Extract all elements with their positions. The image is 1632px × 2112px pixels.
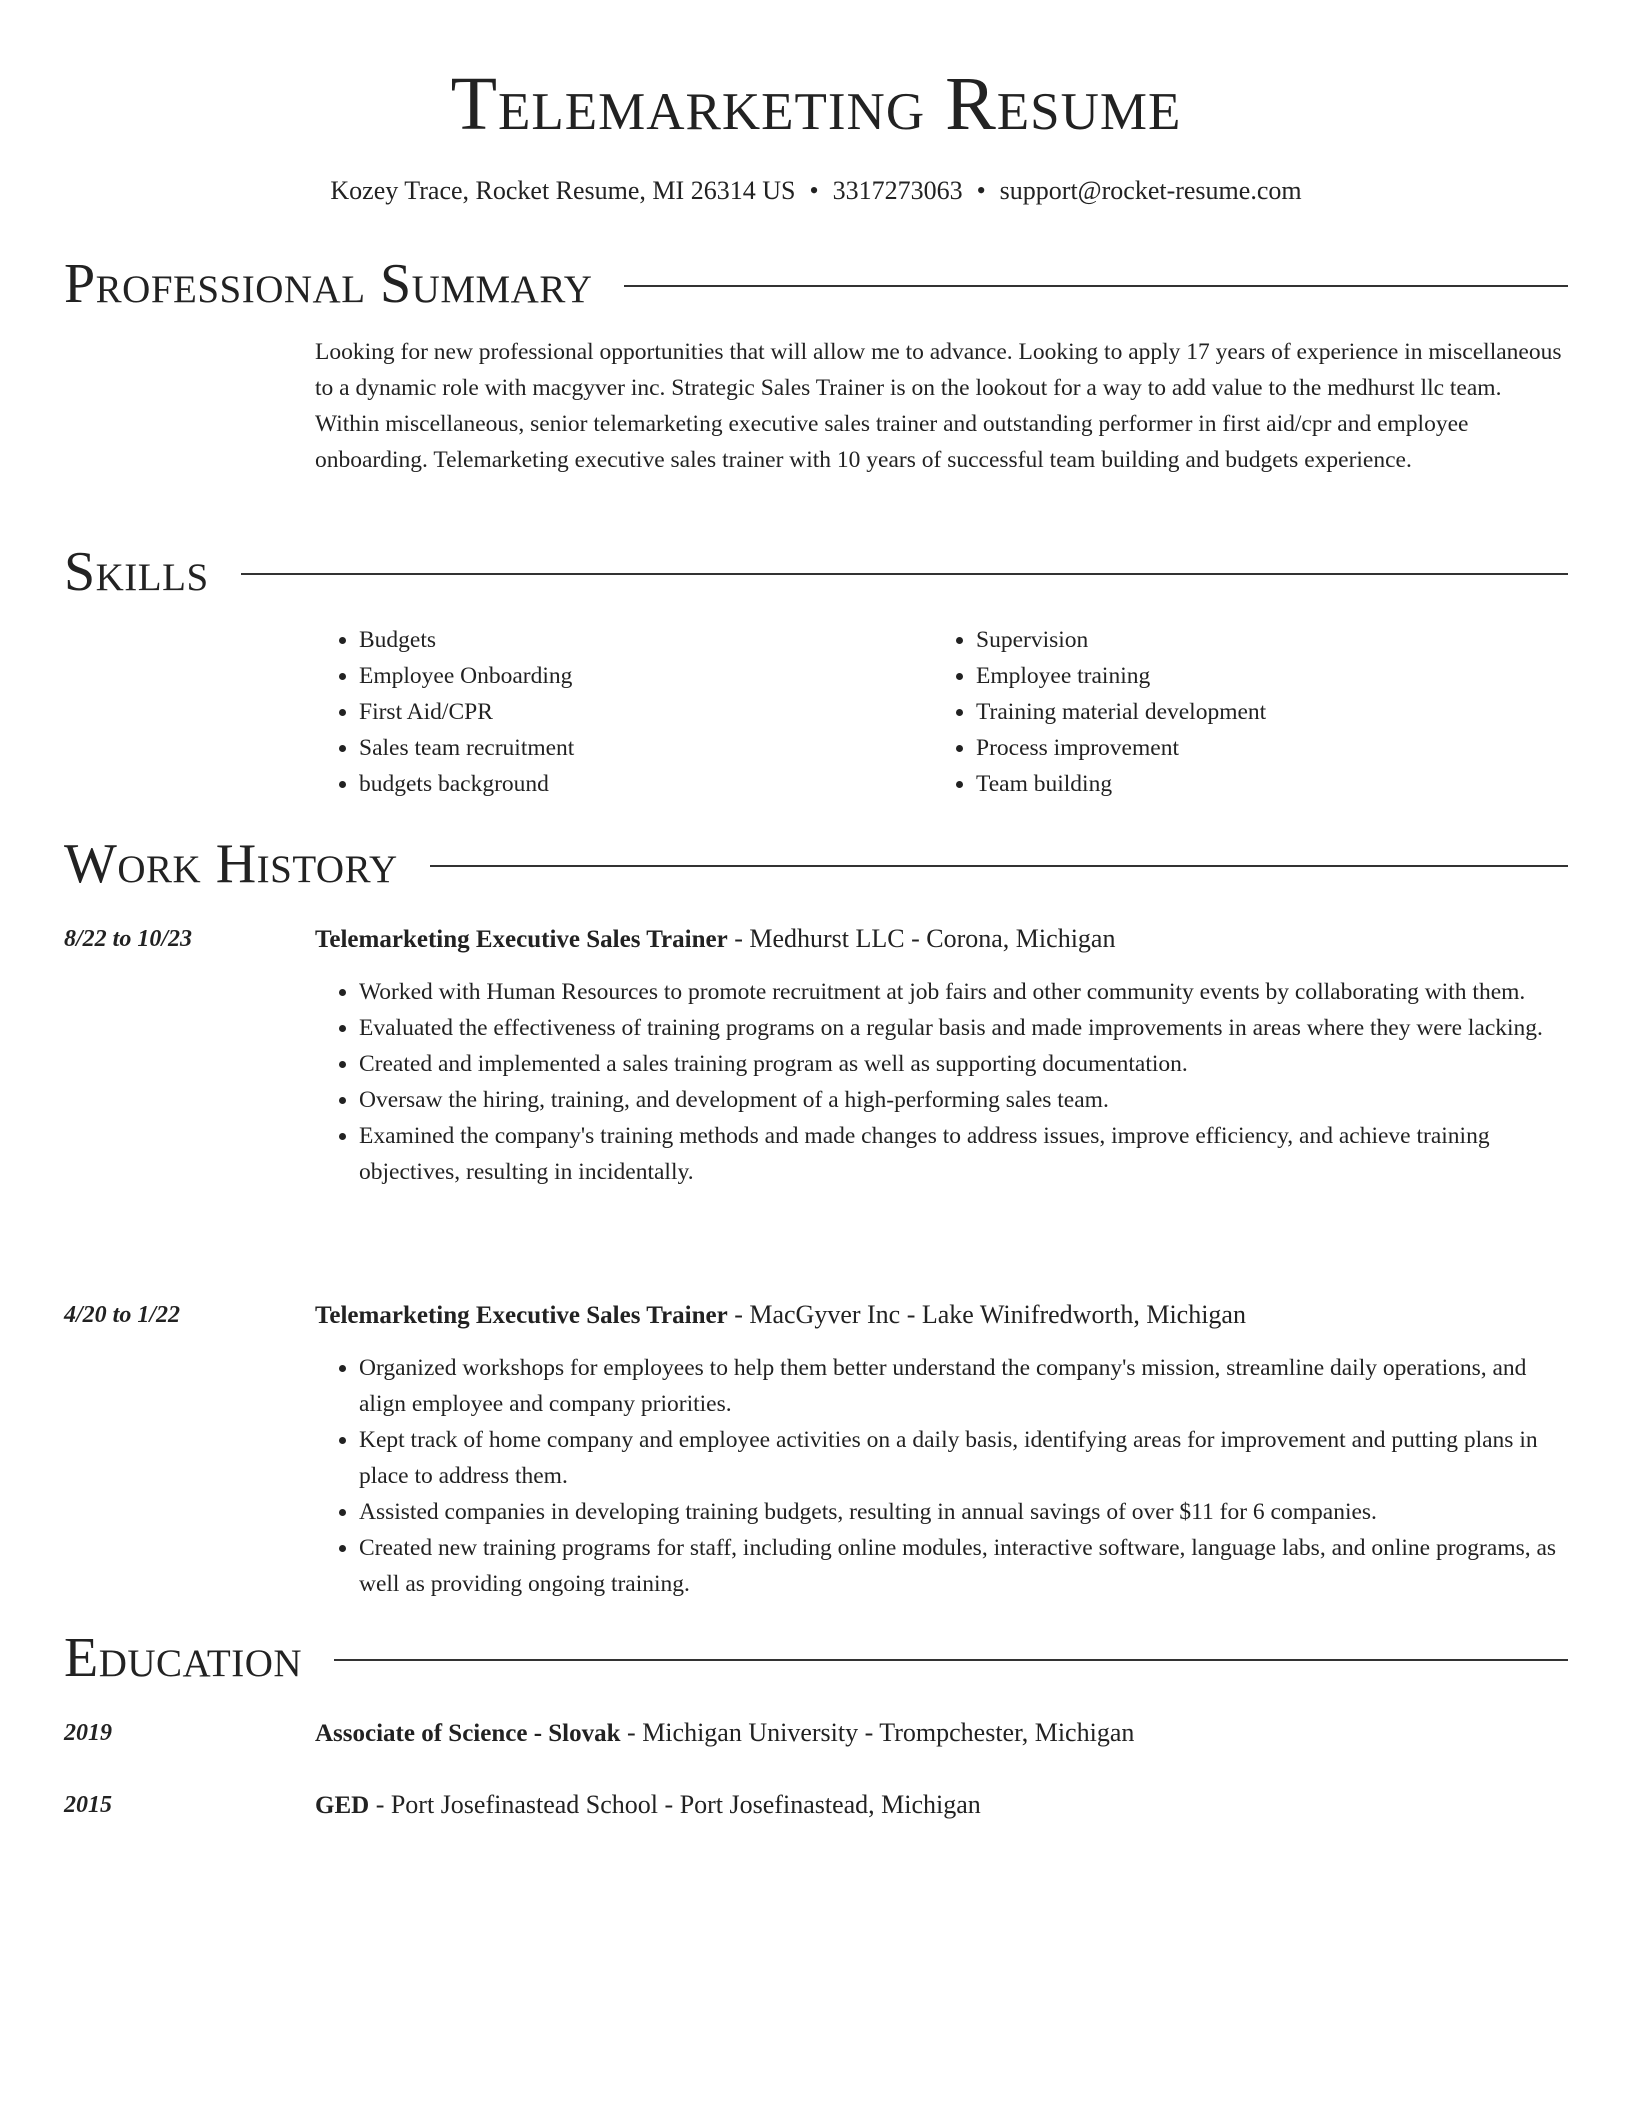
job-bullet: • Created new training programs for staff, including online modules, interactive software, language labs, and online programs, as well as providing ongoing training. [359,1530,1568,1602]
skill-item: • Process improvement [976,730,1566,766]
contact-phone: 3317273063 [832,176,963,205]
skill-item: • First Aid/CPR [359,694,929,730]
job-bullet: • Examined the company's training methods and made changes to address issues, improve efficiency, and achieve training objectives, resulting in incidentally. [359,1118,1568,1190]
skills-list-right [932,622,1566,802]
contact-line [64,174,1568,208]
skill-item: • Team building [976,766,1566,802]
summary-text: Looking for new professional opportunities that will allow me to advance. Looking to apply 17 years of experience in miscellaneous to a dynamic role with macgyver inc. Strategic Sales Trainer is on the lookout for a way to add value to the medhurst llc team. Within miscellaneous, senior telemarketing executive sales trainer and outstanding performer in first aid/cpr and employee onboarding. Telemarketing executive sales trainer with 10 years of successful team building and budgets experience. [315,339,1562,473]
education-degree: GED [315,1792,370,1819]
job-heading [315,1298,1568,1333]
job-details: - Medhurst LLC - Corona, Michigan [727,924,1116,953]
work-heading: Work History [64,833,398,895]
education-details: - Port Josefinastead School - Port Josefinastead, Michigan [369,1790,981,1819]
education-heading-line [315,1716,1568,1751]
contact-address: Kozey Trace, Rocket Resume, MI 26314 US [330,176,796,205]
resume-title: Telemarketing Resume [450,62,1182,146]
job-bullet: • Assisted companies in developing training budgets, resulting in annual savings of over $11 for 6 companies. [359,1494,1568,1530]
summary-heading: Professional Summary [64,253,593,315]
section-divider [430,865,1568,867]
job-title: Telemarketing Executive Sales Trainer [315,1302,728,1329]
job-bullet: • Organized workshops for employees to help them better understand the company's mission, streamline daily operations, and align employee and company priorities. [359,1350,1568,1422]
education-heading-line [315,1788,1568,1823]
job-bullet: • Worked with Human Resources to promote recruitment at job fairs and other community events by collaborating with them. [359,974,1568,1010]
skill-item: • Employee training [976,658,1566,694]
work-section-header [64,832,1568,896]
section-divider [624,285,1568,287]
education-heading: Education [64,1627,303,1689]
education-year: 2015 [64,1792,112,1818]
job-bullets [315,1350,1568,1602]
skill-item: • Supervision [976,622,1566,658]
contact-email: support@rocket-resume.com [999,176,1302,205]
education-degree: Associate of Science - Slovak [315,1720,621,1747]
skill-item: • Training material development [976,694,1566,730]
job-bullet: • Oversaw the hiring, training, and development of a high-performing sales team. [359,1082,1568,1118]
job-bullet: • Evaluated the effectiveness of training programs on a regular basis and made improvements in areas where they were lacking. [359,1010,1568,1046]
contact-separator: • [809,176,819,205]
section-divider [334,1659,1568,1661]
job-details: - MacGyver Inc - Lake Winifredworth, Michigan [727,1300,1246,1329]
section-divider [241,573,1568,575]
education-details: - Michigan University - Trompchester, Michigan [620,1718,1135,1747]
skills-list-left [315,622,929,802]
job-bullet: • Created and implemented a sales training program as well as supporting documentation. [359,1046,1568,1082]
contact-separator: • [976,176,986,205]
skills-heading: Skills [64,541,209,603]
skill-item: • Budgets [359,622,929,658]
skills-section-header [64,540,1568,604]
job-heading [315,922,1568,957]
job-title: Telemarketing Executive Sales Trainer [315,926,728,953]
education-year: 2019 [64,1720,112,1746]
skill-item: • Employee Onboarding [359,658,929,694]
job-dates: 8/22 to 10/23 [64,926,193,952]
skill-item: • budgets background [359,766,929,802]
job-dates: 4/20 to 1/22 [64,1302,181,1328]
summary-section-header [64,252,1568,316]
skill-item: • Sales team recruitment [359,730,929,766]
education-section-header [64,1626,1568,1690]
job-bullets [315,974,1568,1190]
job-bullet: • Kept track of home company and employee activities on a daily basis, identifying areas for improvement and putting plans in place to address them. [359,1422,1568,1494]
